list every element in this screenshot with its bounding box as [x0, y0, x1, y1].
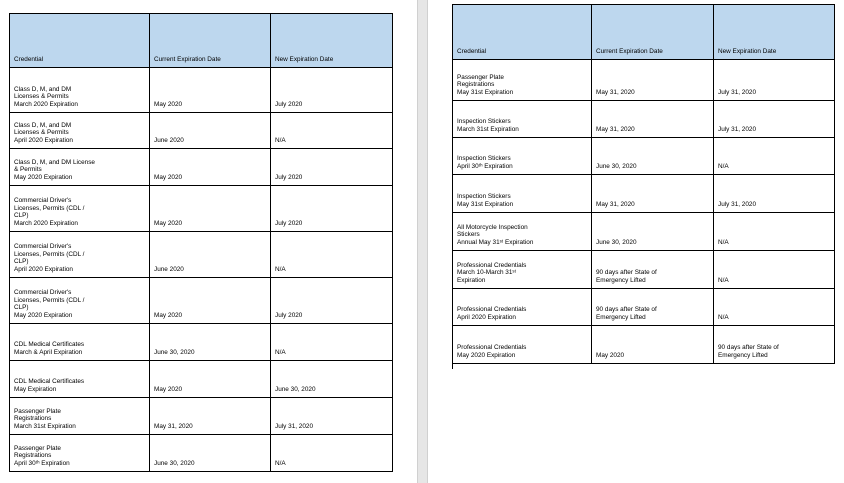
table-row — [10, 278, 393, 324]
table-row — [10, 68, 393, 113]
table-row — [10, 324, 393, 361]
new-expiration-cell: N/A — [271, 113, 393, 149]
new-expiration-cell: July 2020 — [271, 68, 393, 113]
current-expiration-cell: June 30, 2020 — [592, 213, 714, 251]
current-expiration-cell: May 31, 2020 — [150, 398, 271, 435]
header-current-expiration: Current Expiration Date — [150, 14, 271, 68]
credential-cell: Class D, M, and DM License & Permits May 2020 Expiration — [10, 149, 150, 186]
credential-cell: Professional Credentials May 2020 Expiration — [453, 326, 592, 364]
left-credential-table — [9, 13, 393, 472]
current-expiration-cell: 90 days after State of Emergency Lifted — [592, 251, 714, 289]
table-row — [10, 435, 393, 472]
credential-cell: Inspection Stickers March 31st Expiration — [453, 101, 592, 138]
table-header-row — [10, 14, 393, 68]
table-row — [10, 186, 393, 232]
current-expiration-cell: June 30, 2020 — [150, 324, 271, 361]
new-expiration-cell: June 30, 2020 — [271, 361, 393, 398]
new-expiration-cell: N/A — [271, 435, 393, 472]
table-row — [453, 101, 835, 138]
header-current-expiration: Current Expiration Date — [592, 5, 714, 60]
current-expiration-cell: May 31, 2020 — [592, 101, 714, 138]
new-expiration-cell: July 2020 — [271, 186, 393, 232]
current-expiration-cell: June 2020 — [150, 113, 271, 149]
current-expiration-cell: May 2020 — [150, 149, 271, 186]
current-expiration-cell: June 2020 — [150, 232, 271, 278]
credential-cell: CDL Medical Certificates May Expiration — [10, 361, 150, 398]
credential-cell: Class D, M, and DM Licenses & Permits April 2020 Expiration — [10, 113, 150, 149]
new-expiration-cell: July 2020 — [271, 278, 393, 324]
current-expiration-cell: 90 days after State of Emergency Lifted — [592, 289, 714, 326]
table-row — [453, 213, 835, 251]
credential-cell: Inspection Stickers May 31st Expiration — [453, 175, 592, 213]
new-expiration-cell: 90 days after State of Emergency Lifted — [714, 326, 835, 364]
current-expiration-cell: May 2020 — [150, 278, 271, 324]
credential-cell: Class D, M, and DM Licenses & Permits March 2020 Expiration — [10, 68, 150, 113]
table-row — [453, 326, 835, 364]
header-new-expiration: New Expiration Date — [271, 14, 393, 68]
table-row — [453, 289, 835, 326]
credential-cell: Commercial Driver's Licenses, Permits (CDL / CLP) May 2020 Expiration — [10, 278, 150, 324]
new-expiration-cell: July 31, 2020 — [714, 60, 835, 101]
new-expiration-cell: July 31, 2020 — [714, 175, 835, 213]
credential-cell: Inspection Stickers April 30ᵗʰ Expiration — [453, 138, 592, 175]
new-expiration-cell: N/A — [714, 138, 835, 175]
table-header-row — [453, 5, 835, 60]
current-expiration-cell: May 31, 2020 — [592, 175, 714, 213]
current-expiration-cell: May 2020 — [150, 361, 271, 398]
credential-cell: Passenger Plate Registrations May 31st Expiration — [453, 60, 592, 101]
table-row — [10, 398, 393, 435]
current-expiration-cell: May 2020 — [592, 326, 714, 364]
new-expiration-cell: N/A — [714, 289, 835, 326]
current-expiration-cell: May 31, 2020 — [592, 60, 714, 101]
credential-cell: Passenger Plate Registrations April 30ᵗʰ Expiration — [10, 435, 150, 472]
table-row — [453, 60, 835, 101]
table-row — [10, 149, 393, 186]
header-new-expiration: New Expiration Date — [714, 5, 835, 60]
current-expiration-cell: June 30, 2020 — [592, 138, 714, 175]
credential-cell: CDL Medical Certificates March & April Expiration — [10, 324, 150, 361]
current-expiration-cell: May 2020 — [150, 186, 271, 232]
credential-cell: Passenger Plate Registrations March 31st Expiration — [10, 398, 150, 435]
header-credential: Credential — [453, 5, 592, 60]
page-gutter — [417, 0, 428, 483]
credential-cell: Commercial Driver's Licenses, Permits (CDL / CLP) March 2020 Expiration — [10, 186, 150, 232]
table-row — [10, 113, 393, 149]
right-credential-table — [452, 4, 835, 364]
table-row — [10, 361, 393, 398]
new-expiration-cell: July 2020 — [271, 149, 393, 186]
table-row — [453, 175, 835, 213]
table-continuation-line — [452, 362, 453, 369]
new-expiration-cell: N/A — [271, 324, 393, 361]
credential-cell: Professional Credentials April 2020 Expiration — [453, 289, 592, 326]
table-row — [453, 138, 835, 175]
new-expiration-cell: July 31, 2020 — [714, 101, 835, 138]
credential-cell: Professional Credentials March 10-March 31ˢᵗ Expiration — [453, 251, 592, 289]
table-row — [10, 232, 393, 278]
credential-cell: Commercial Driver's Licenses, Permits (CDL / CLP) April 2020 Expiration — [10, 232, 150, 278]
header-credential: Credential — [10, 14, 150, 68]
current-expiration-cell: June 30, 2020 — [150, 435, 271, 472]
new-expiration-cell: N/A — [714, 213, 835, 251]
credential-cell: All Motorcycle Inspection Stickers Annual May 31ˢᵗ Expiration — [453, 213, 592, 251]
new-expiration-cell: July 31, 2020 — [271, 398, 393, 435]
new-expiration-cell: N/A — [271, 232, 393, 278]
table-row — [453, 251, 835, 289]
current-expiration-cell: May 2020 — [150, 68, 271, 113]
new-expiration-cell: N/A — [714, 251, 835, 289]
